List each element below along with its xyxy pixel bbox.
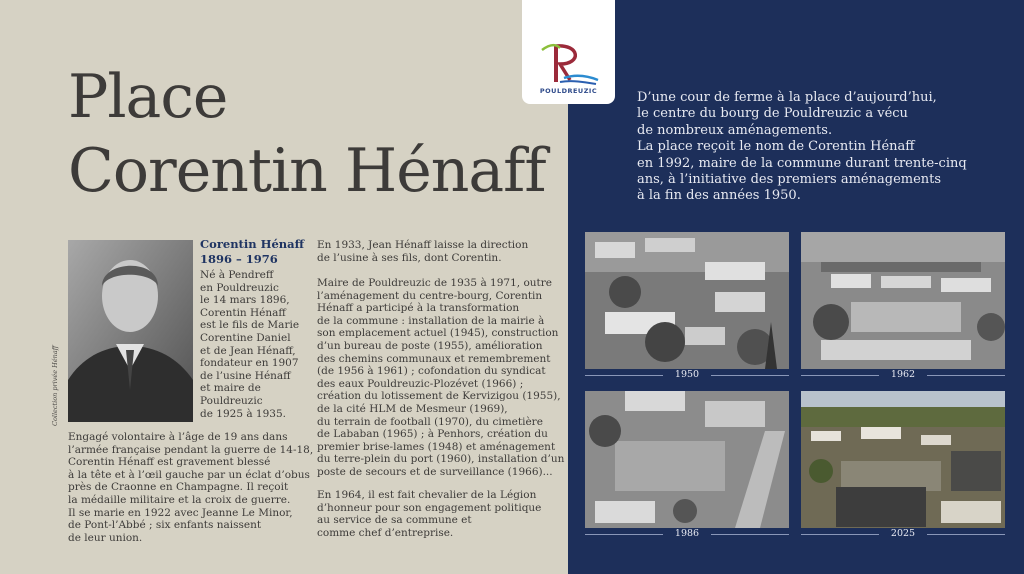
bio-line: de 1925 à 1935.	[200, 407, 286, 420]
column2-line: des eaux Pouldreuzic-Plozévet (1966) ;	[317, 377, 524, 390]
portrait-figure-icon	[68, 240, 193, 422]
bio-name: Corentin Hénaff	[200, 237, 305, 251]
bio-line: l’armée française pendant la guerre de 14-18,	[68, 443, 314, 456]
column2-paragraph-3	[317, 489, 541, 539]
photo-1950	[585, 232, 789, 369]
photo-2025	[801, 391, 1005, 528]
intro-line: en 1992, maire de la commune durant trente-cinq	[637, 155, 967, 171]
column2-line: En 1933, Jean Hénaff laisse la direction	[317, 239, 529, 251]
intro-line: ans, à l’initiative des premiers aménagements	[637, 172, 942, 188]
bio-line: fondateur en 1907	[200, 357, 299, 370]
intro-text	[637, 90, 987, 205]
photo-1962	[801, 232, 1005, 369]
bio-line: le 14 mars 1896,	[200, 294, 290, 307]
column2-line: de Lababan (1965) ; à Penhors, création du	[317, 428, 548, 441]
aerial-photo-icon	[801, 232, 1005, 369]
bio-line: de l’usine Hénaff	[200, 369, 291, 382]
column2-paragraph-1	[317, 239, 528, 264]
bio-line: Il se marie en 1922 avec Jeanne Le Minor,	[68, 506, 293, 519]
intro-line: D’une cour de ferme à la place d’aujourd’hui,	[637, 90, 937, 105]
column2-line: du terrain de football (1970), du cimetière	[317, 415, 543, 428]
bio-dates: 1896 – 1976	[200, 252, 278, 266]
photo-caption-1962: 1962	[879, 369, 927, 380]
bio-line: près de Craonne en Champagne. Il reçoit	[68, 481, 289, 494]
bio-line: la médaille militaire et la croix de guerre.	[68, 493, 291, 506]
photo-caption-1986: 1986	[663, 528, 711, 539]
photo-credit: Collection privée Hénaff	[51, 345, 59, 426]
column2-paragraph-2	[317, 277, 564, 479]
bio-line: et de Jean Hénaff,	[200, 344, 296, 357]
column2-line: comme chef d’entreprise.	[317, 526, 454, 539]
column2-line: l’aménagement du centre-bourg, Corentin	[317, 289, 543, 302]
photo-caption-2025: 2025	[879, 528, 927, 539]
pouldreuzic-logo-icon	[536, 38, 602, 88]
intro-line: à la fin des années 1950.	[637, 188, 801, 204]
column2-line: de la commune : installation de la mairie à	[317, 314, 545, 327]
bio-line: Pouldreuzic	[200, 394, 263, 407]
bio-line: Engagé volontaire à l’âge de 19 ans dans	[68, 431, 288, 443]
column2-line: son emplacement actuel (1945), construction	[317, 327, 559, 340]
column2-line: Maire de Pouldreuzic de 1935 à 1971, outre	[317, 277, 552, 289]
portrait-photo	[68, 240, 193, 422]
aerial-photo-icon	[585, 232, 789, 369]
bio-line: Né à Pendreff	[200, 269, 274, 281]
column2-line: de la cité HLM de Mesmeur (1969),	[317, 402, 508, 415]
column2-line: du terre-plein du port (1960), installation d’un	[317, 453, 565, 466]
bio-short-text	[200, 269, 299, 420]
column2-line: d’honneur pour son engagement politique	[317, 501, 542, 514]
page-title	[68, 60, 546, 208]
bio-line: est le fils de Marie	[200, 319, 300, 332]
bio-line: Corentin Hénaff	[200, 306, 286, 319]
column2-line: des chemins communaux et remembrement	[317, 352, 551, 365]
bio-line: de leur union.	[68, 531, 143, 544]
bio-line: à la tête et à l’œil gauche par un éclat d’obus	[68, 468, 310, 481]
column2-line: de l’usine à ses fils, dont Corentin.	[317, 251, 502, 264]
column2-line: poste de secours et de surveillance (1966)...	[317, 465, 553, 478]
column2-line: création du lotissement de Kervizigou (1955),	[317, 390, 561, 403]
bio-line: Corentine Daniel	[200, 331, 291, 344]
logo-text: POULDREUZIC	[539, 87, 598, 95]
aerial-photo-icon	[801, 391, 1005, 528]
logo	[522, 0, 615, 104]
intro-line: de nombreux aménagements.	[637, 122, 833, 138]
title-line-2: Corentin Hénaff	[68, 136, 546, 206]
column2-line: (de 1956 à 1961) ; cofondation du syndicat	[317, 365, 546, 378]
photo-caption-1950: 1950	[663, 369, 711, 380]
title-line-1: Place	[68, 62, 228, 132]
column2-line: En 1964, il est fait chevalier de la Légion	[317, 489, 537, 501]
bio-line: de Pont-l’Abbé ; six enfants naissent	[68, 519, 262, 532]
column2-line: premier brise-lames (1948) et aménagement	[317, 440, 556, 453]
aerial-photo-icon	[585, 391, 789, 528]
column2-line: Hénaff a participé à la transformation	[317, 302, 520, 315]
bio-line: Corentin Hénaff est gravement blessé	[68, 456, 271, 469]
bio-long-text	[68, 431, 313, 544]
photo-1986	[585, 391, 789, 528]
column2-line: au service de sa commune et	[317, 514, 472, 527]
intro-line: La place reçoit le nom de Corentin Hénaff	[637, 139, 915, 155]
bio-line: et maire de	[200, 382, 261, 395]
intro-line: le centre du bourg de Pouldreuzic a vécu	[637, 106, 908, 122]
column2-line: d’un bureau de poste (1955), amélioration	[317, 339, 543, 352]
bio-line: en Pouldreuzic	[200, 281, 279, 294]
